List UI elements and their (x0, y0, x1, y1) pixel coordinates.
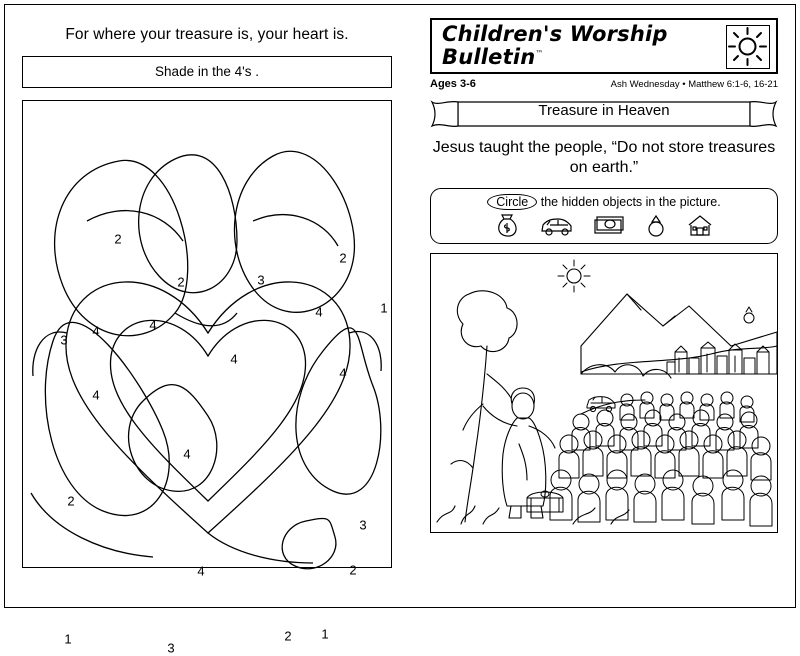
masthead-line2: Bulletin (442, 44, 536, 69)
puzzle-number: 3 (167, 640, 175, 656)
house-icon (686, 213, 714, 244)
trademark-symbol: ™ (535, 48, 544, 58)
masthead-subline (430, 74, 778, 92)
left-panel-title: For where your treasure is, your heart is. (65, 26, 349, 43)
money-bag-icon (494, 213, 522, 244)
puzzle-number: 4 (230, 351, 238, 367)
ages-label: Ages 3-6 (430, 78, 476, 90)
shade-instruction-text: Shade in the 4's . (155, 64, 259, 79)
banner-title: Treasure in Heaven (538, 102, 670, 119)
ring-icon (644, 213, 668, 244)
puzzle-number: 2 (177, 274, 185, 290)
right-bulletin-panel (430, 18, 778, 594)
puzzle-number: 1 (380, 300, 388, 316)
puzzle-number: 2 (284, 628, 292, 644)
puzzle-number: 3 (257, 272, 265, 288)
puzzle-number: 4 (92, 387, 100, 403)
puzzle-number: 3 (359, 517, 367, 533)
left-activity-panel (22, 18, 392, 656)
puzzle-number: 2 (114, 231, 122, 247)
masthead-title (442, 23, 668, 68)
masthead-line1: Children's Worship (442, 22, 668, 46)
jesus-teaching-crowd-illustration (430, 253, 778, 533)
car-icon (540, 213, 574, 244)
circle-word: Circle (487, 194, 537, 210)
shade-instruction-box (22, 56, 392, 88)
hidden-objects-row (431, 213, 777, 244)
puzzle-number: 3 (60, 332, 68, 348)
puzzle-number: 2 (349, 562, 357, 578)
puzzle-number: 4 (197, 563, 205, 579)
verse-text: Jesus taught the people, “Do not store treasures on earth.” (432, 139, 776, 176)
scripture-reference: Ash Wednesday • Matthew 6:1-6, 16-21 (610, 79, 778, 90)
banner (430, 98, 778, 132)
hidden-objects-activity (430, 188, 778, 244)
puzzle-number: 1 (64, 631, 72, 647)
puzzle-number: 2 (339, 250, 347, 266)
puzzle-number: 4 (183, 446, 191, 462)
puzzle-lines (23, 101, 391, 565)
money-stack-icon (592, 213, 626, 244)
illustration-drawing (431, 254, 777, 532)
puzzle-number: 4 (315, 304, 323, 320)
puzzle-number: 4 (149, 317, 157, 333)
puzzle-number: 2 (67, 493, 75, 509)
hidden-objects-instruction-text: the hidden objects in the picture. (540, 195, 721, 209)
puzzle-number: 4 (339, 365, 347, 381)
puzzle-number: 4 (92, 323, 100, 339)
sun-icon (726, 25, 770, 69)
hidden-objects-instruction (431, 194, 777, 210)
masthead (430, 18, 778, 74)
puzzle-number: 1 (321, 626, 329, 642)
color-by-number-puzzle (22, 100, 392, 656)
